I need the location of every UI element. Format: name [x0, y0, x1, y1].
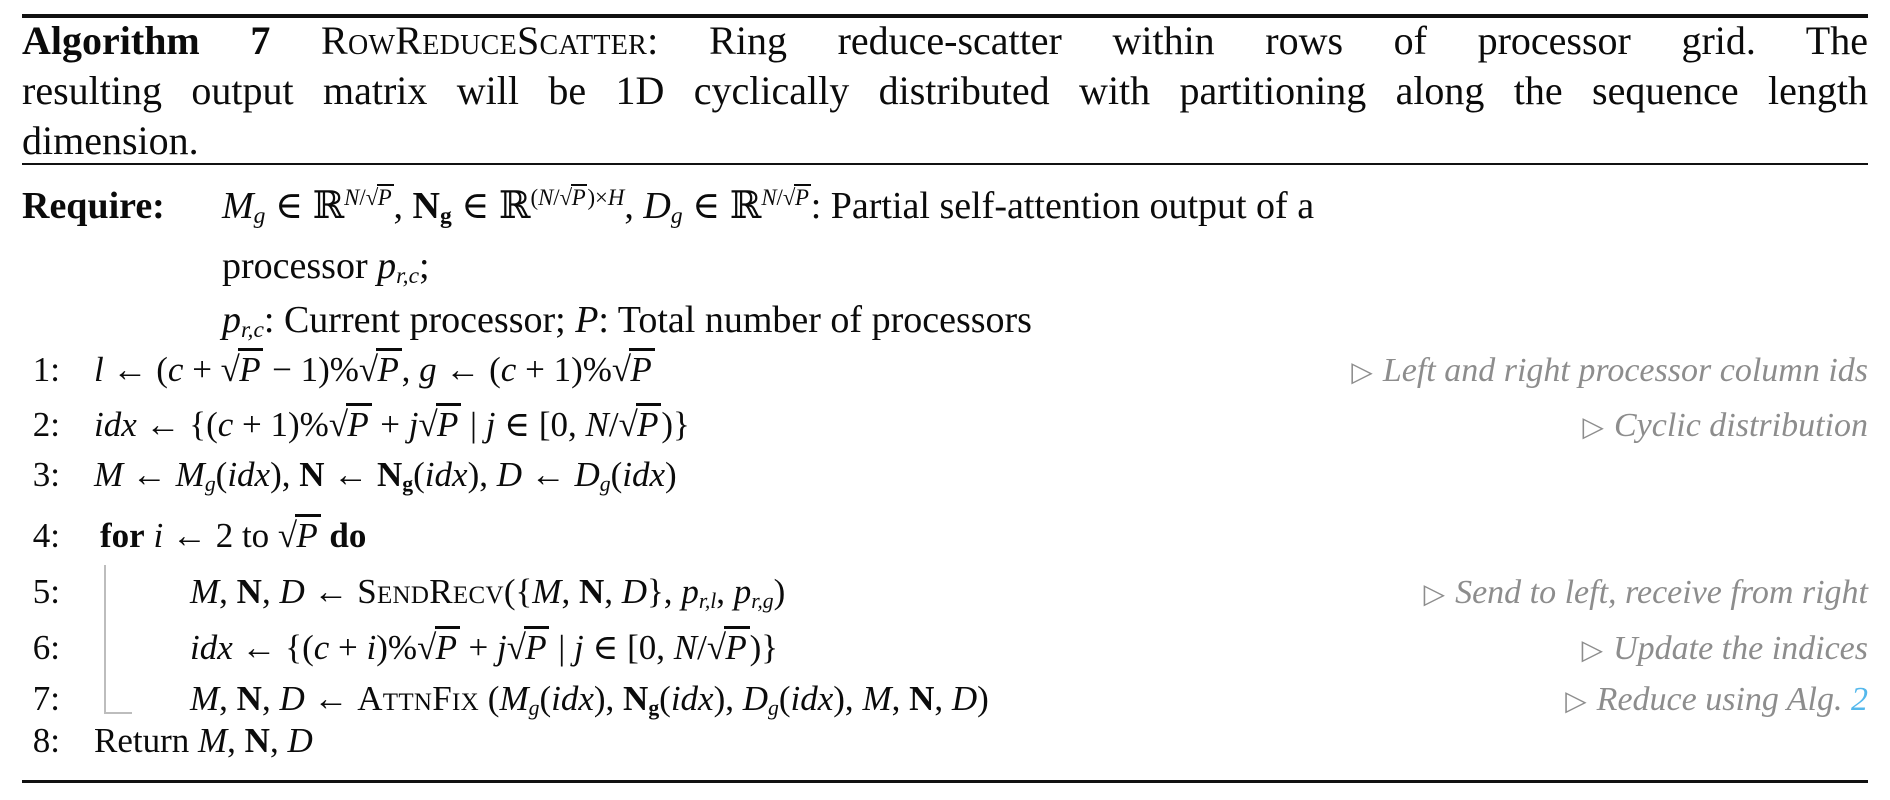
- comment-label: Reduce using Alg.: [1596, 681, 1843, 718]
- comment-label: Update the indices: [1613, 630, 1868, 667]
- code-text: M ← $M_g(idx)$, N ← $N_g(idx)$, D ← $D_g(idx)$: [94, 455, 677, 496]
- title-line-3: dimension.: [22, 118, 199, 163]
- line-number: 7:: [32, 679, 60, 718]
- comment-text: [1583, 403, 1868, 451]
- code-text: for i ← 2 to √P do: [100, 516, 367, 555]
- title-line-2: resulting output matrix will be 1D cyclically distributed with partitioning along the sequence length: [22, 68, 1868, 113]
- algorithm-line-8: [22, 718, 1868, 764]
- algorithm-line-5: [22, 569, 1868, 615]
- comment-triangle-icon: ▷: [1581, 635, 1604, 666]
- algorithm-line-6: [22, 625, 1868, 671]
- require-line-1: $M_g$ ∈ ℝ$^{N/√P}$, $N_g$ ∈ ℝ$^{(N/√P)\times H}$, $D_g$ ∈ ℝ$^{N/√P}$: Partial self-attention output of a: [222, 185, 1315, 230]
- line-number: 8:: [32, 721, 60, 760]
- code-text: l ← (c + √P − 1)%√P, g ← (c + 1)%√P: [60, 347, 655, 393]
- alg-2-reference-link[interactable]: 2: [1851, 681, 1868, 718]
- line-number: 3:: [32, 455, 60, 494]
- algorithm-line-4: [22, 513, 1868, 559]
- line-number: 1:: [32, 350, 60, 389]
- line-number: 5:: [32, 572, 60, 611]
- code-text: M, N, D ← SendRecv({M, N, D}, $p_{r,l}$, $p_{r,g}$): [190, 572, 786, 613]
- comment-text: [1424, 570, 1868, 618]
- code-text: idx ← {(c + i)%√P + j√P | j ∈ [0, N/√P)}: [190, 628, 779, 667]
- comment-text: [1351, 348, 1868, 396]
- comment-label: Left and right processor column ids: [1382, 352, 1868, 389]
- require-line-3: $p_{r,c}$: Current processor; P: Total number of processors: [222, 299, 1032, 344]
- line-number: 2:: [32, 405, 60, 444]
- line-number: 6:: [32, 628, 60, 667]
- bottom-rule: [22, 780, 1868, 783]
- title-line-1: Algorithm 7 RowReduceScatter: Ring reduce-scatter within rows of processor grid. The: [22, 18, 1868, 63]
- code-text: M, N, D ← AttnFix ($M_g(idx)$, $N_g(idx)$, $D_g(idx)$, M, N, D): [190, 679, 989, 720]
- algorithm-line-7: [22, 676, 1868, 722]
- algorithm-line-2: [22, 402, 1868, 448]
- comment-triangle-icon: ▷: [1565, 686, 1587, 717]
- comment-label: Cyclic distribution: [1613, 407, 1868, 444]
- code-text: idx ← {(c + 1)%√P + j√P | j ∈ [0, N/√P)}: [94, 405, 690, 444]
- require-line-2: processor $p_{r,c}$;: [222, 245, 430, 290]
- algorithm-line-1: [22, 347, 1868, 393]
- comment-triangle-icon: ▷: [1582, 412, 1604, 443]
- code-text: Return M, N, D: [94, 721, 313, 760]
- comment-text: [1582, 626, 1868, 674]
- comment-label: Send to left, receive from right: [1455, 574, 1868, 611]
- algorithm-title: [22, 16, 1868, 166]
- header-rule: [22, 163, 1868, 165]
- comment-triangle-icon: ▷: [1423, 579, 1446, 610]
- require-keyword: Require:: [22, 185, 165, 227]
- line-number: 4:: [32, 516, 60, 555]
- algorithm-line-3: [22, 452, 1868, 498]
- comment-triangle-icon: ▷: [1351, 357, 1373, 388]
